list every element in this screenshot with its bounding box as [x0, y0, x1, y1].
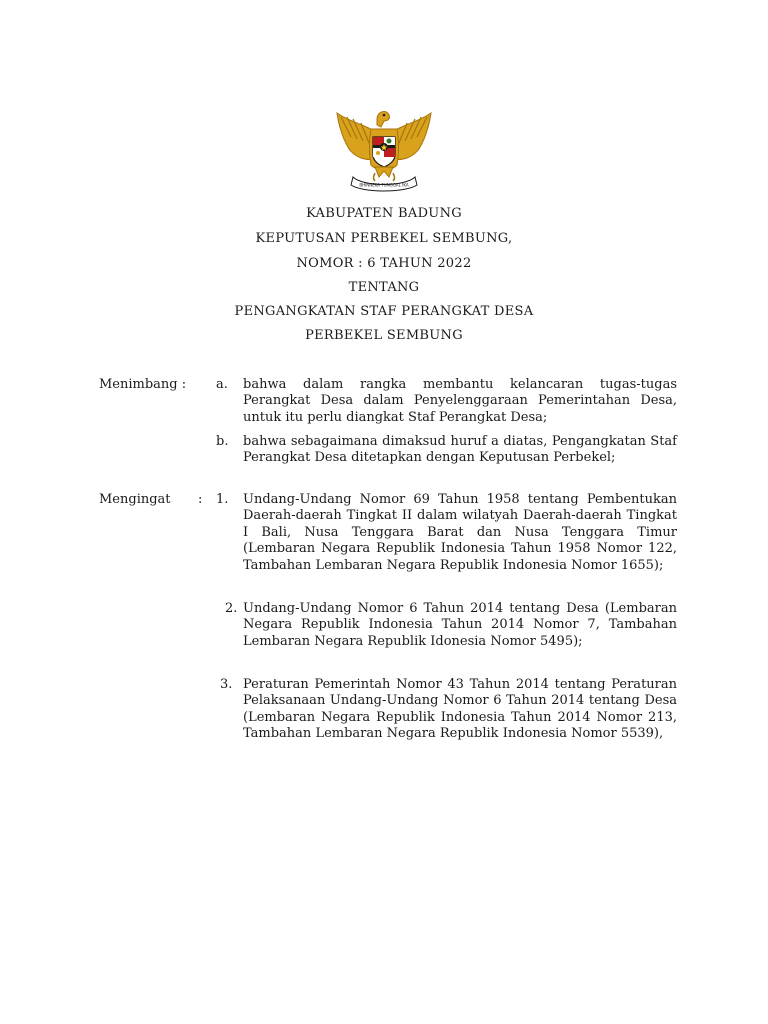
mengingat-marker-2: 2. [225, 601, 238, 616]
menimbang-item-b: bahwa sebagaimana dimaksud huruf a diatas, Pengangkatan Staf Perangkat Desa ditetapkan dengan Keputusan Perbekel; [243, 434, 677, 466]
decision-title: KEPUTUSAN PERBEKEL SEMBUNG, [255, 231, 513, 246]
mengingat-marker-1: 1. [216, 492, 229, 507]
garuda-pancasila-emblem-icon [329, 105, 439, 197]
mengingat-label: Mengingat [99, 492, 171, 507]
emblem-motto: BHINNEKA TUNGGAL IKA [359, 182, 409, 188]
menimbang-item-a: bahwa dalam rangka membantu kelancaran tugas-tugas Perangkat Desa dalam Penyelenggaraan Pemerintahan Desa, untuk itu perlu diangkat Staf Perangkat Desa; [243, 377, 677, 425]
menimbang-marker-b: b. [216, 434, 229, 449]
mengingat-item-1: Undang-Undang Nomor 69 Tahun 1958 tentang Pembentukan Daerah-daerah Tingkat II dalam wilatyah Daerah-daerah Tingkat I Bali, Nusa Tenggara Barat dan Nusa Tenggara Timur (Lembaran Negara Republik Indonesia Tahun 1958 Nomor 122, Tambahan Lembaran Negara Republik Indonesia Nomor 1655); [243, 492, 677, 573]
subject-line-2: PERBEKEL SEMBUNG [305, 328, 463, 343]
subject-line-1: PENGANGKATAN STAF PERANGKAT DESA [234, 304, 534, 319]
subject-label: TENTANG [348, 280, 420, 295]
mengingat-colon: : [198, 492, 203, 507]
mengingat-item-3: Peraturan Pemerintah Nomor 43 Tahun 2014 tentang Peraturan Pelaksanaan Undang-Undang Nomor 6 Tahun 2014 tentang Desa (Lembaran Negara Republik Indonesia Tahun 2014 Nomor 213, Tambahan Lembaran Negara Republik Indonesia Nomor 5539), [243, 677, 677, 742]
menimbang-label: Menimbang : [99, 377, 187, 392]
mengingat-marker-3: 3. [220, 677, 233, 692]
mengingat-item-2: Undang-Undang Nomor 6 Tahun 2014 tentang Desa (Lembaran Negara Republik Indonesia Tahun 2014 Nomor 7, Tambahan Lembaran Negara Republik Idonesia Nomor 5495); [243, 601, 677, 649]
menimbang-marker-a: a. [216, 377, 228, 392]
region-title: KABUPATEN BADUNG [306, 206, 462, 221]
decision-number: NOMOR : 6 TAHUN 2022 [296, 256, 472, 271]
